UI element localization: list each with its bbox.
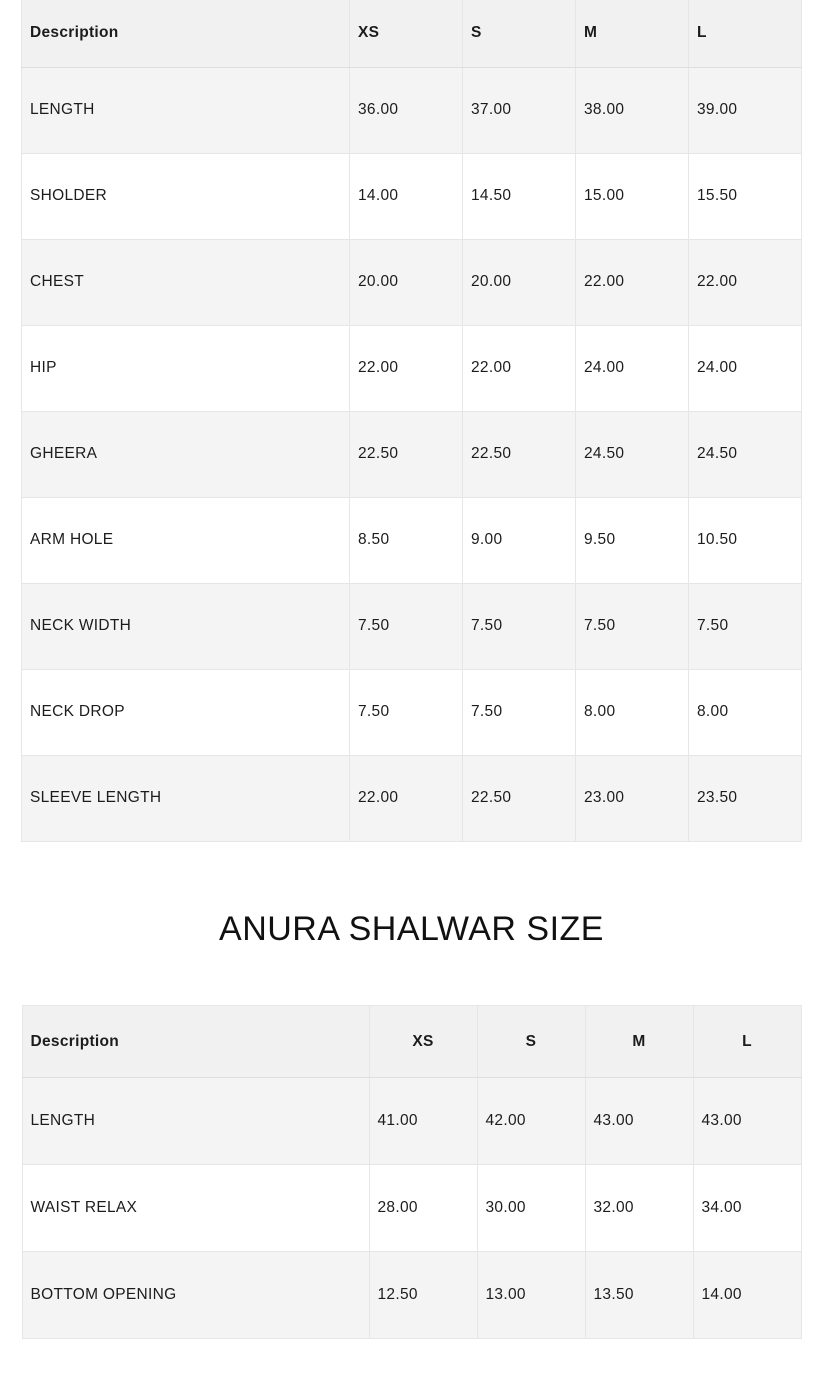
cell-xs: 22.00: [350, 755, 463, 841]
cell-xs: 28.00: [369, 1165, 477, 1252]
column-header-l: L: [693, 1006, 801, 1078]
table-row: [22, 755, 802, 841]
column-header-xs: XS: [350, 0, 463, 67]
cell-l: 39.00: [689, 67, 802, 153]
cell-s: 20.00: [463, 239, 576, 325]
row-label: WAIST RELAX: [22, 1165, 369, 1252]
cell-s: 30.00: [477, 1165, 585, 1252]
row-label: CHEST: [22, 239, 350, 325]
column-header-s: S: [463, 0, 576, 67]
cell-xs: 7.50: [350, 669, 463, 755]
cell-m: 22.00: [576, 239, 689, 325]
cell-xs: 8.50: [350, 497, 463, 583]
column-header-m: M: [576, 0, 689, 67]
cell-l: 24.00: [689, 325, 802, 411]
table-row: [22, 325, 802, 411]
cell-l: 24.50: [689, 411, 802, 497]
table-header-row: [22, 1006, 801, 1078]
kameez-table-body: [22, 67, 802, 841]
row-label: GHEERA: [22, 411, 350, 497]
shalwar-table-body: [22, 1078, 801, 1339]
cell-l: 23.50: [689, 755, 802, 841]
row-label: HIP: [22, 325, 350, 411]
cell-xs: 36.00: [350, 67, 463, 153]
cell-l: 7.50: [689, 583, 802, 669]
table-row: [22, 583, 802, 669]
cell-m: 7.50: [576, 583, 689, 669]
row-label: LENGTH: [22, 1078, 369, 1165]
cell-l: 43.00: [693, 1078, 801, 1165]
cell-s: 7.50: [463, 583, 576, 669]
column-header-m: M: [585, 1006, 693, 1078]
cell-xs: 20.00: [350, 239, 463, 325]
row-label: SHOLDER: [22, 153, 350, 239]
cell-l: 8.00: [689, 669, 802, 755]
cell-xs: 41.00: [369, 1078, 477, 1165]
cell-l: 15.50: [689, 153, 802, 239]
cell-xs: 22.50: [350, 411, 463, 497]
column-header-description: Description: [22, 0, 350, 67]
row-label: ARM HOLE: [22, 497, 350, 583]
cell-s: 42.00: [477, 1078, 585, 1165]
row-label: LENGTH: [22, 67, 350, 153]
row-label: NECK DROP: [22, 669, 350, 755]
table-row: [22, 411, 802, 497]
kameez-size-table: [21, 0, 802, 842]
table-row: [22, 1165, 801, 1252]
cell-s: 13.00: [477, 1252, 585, 1339]
cell-s: 37.00: [463, 67, 576, 153]
table-row: [22, 1252, 801, 1339]
cell-xs: 7.50: [350, 583, 463, 669]
cell-m: 24.00: [576, 325, 689, 411]
cell-m: 23.00: [576, 755, 689, 841]
table-row: [22, 153, 802, 239]
cell-l: 14.00: [693, 1252, 801, 1339]
shalwar-size-table: [22, 1005, 802, 1339]
row-label: SLEEVE LENGTH: [22, 755, 350, 841]
cell-xs: 14.00: [350, 153, 463, 239]
cell-s: 14.50: [463, 153, 576, 239]
cell-s: 22.00: [463, 325, 576, 411]
table-header-row: [22, 0, 802, 67]
cell-m: 15.00: [576, 153, 689, 239]
table-row: [22, 497, 802, 583]
shalwar-size-table-wrapper: [0, 1005, 823, 1339]
cell-s: 9.00: [463, 497, 576, 583]
row-label: BOTTOM OPENING: [22, 1252, 369, 1339]
cell-s: 22.50: [463, 411, 576, 497]
table-row: [22, 1078, 801, 1165]
kameez-table-head: [22, 0, 802, 67]
row-label: NECK WIDTH: [22, 583, 350, 669]
cell-l: 10.50: [689, 497, 802, 583]
table-row: [22, 67, 802, 153]
shalwar-size-title: ANURA SHALWAR SIZE: [219, 910, 604, 948]
table-row: [22, 239, 802, 325]
column-header-xs: XS: [369, 1006, 477, 1078]
cell-m: 32.00: [585, 1165, 693, 1252]
cell-m: 43.00: [585, 1078, 693, 1165]
cell-s: 22.50: [463, 755, 576, 841]
cell-l: 34.00: [693, 1165, 801, 1252]
cell-xs: 22.00: [350, 325, 463, 411]
cell-l: 22.00: [689, 239, 802, 325]
cell-s: 7.50: [463, 669, 576, 755]
column-header-l: L: [689, 0, 802, 67]
shalwar-table-head: [22, 1006, 801, 1078]
cell-m: 8.00: [576, 669, 689, 755]
cell-xs: 12.50: [369, 1252, 477, 1339]
cell-m: 13.50: [585, 1252, 693, 1339]
cell-m: 9.50: [576, 497, 689, 583]
cell-m: 24.50: [576, 411, 689, 497]
column-header-s: S: [477, 1006, 585, 1078]
cell-m: 38.00: [576, 67, 689, 153]
table-row: [22, 669, 802, 755]
column-header-description: Description: [22, 1006, 369, 1078]
